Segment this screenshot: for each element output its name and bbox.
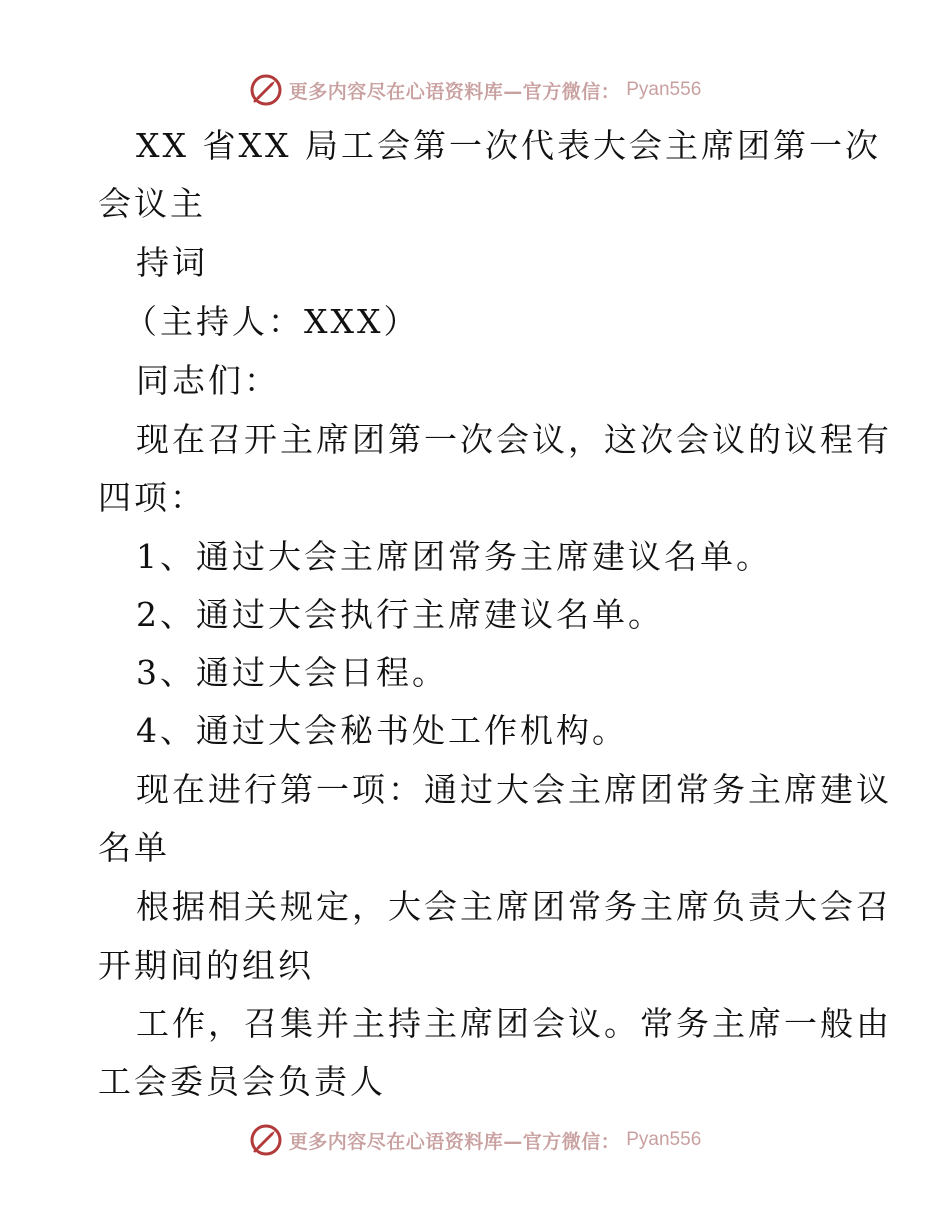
watermark-wechat-id: Pyan556 [626,79,702,100]
basis-line-1: 根据相关规定，大会主席团常务主席负责大会召 [136,887,892,926]
greeting: 同志们： [136,361,280,400]
quill-logo-icon [249,1123,283,1157]
host-line: （主持人：XXX） [124,302,420,341]
footer-watermark [0,1120,950,1160]
agenda-item: 2、通过大会执行主席建议名单。 [136,595,664,634]
agenda-item: 3、通过大会日程。 [136,653,448,692]
quill-logo-icon [249,73,283,107]
intro-line-2: 四项： [98,478,206,517]
work-line-1: 工作，召集并主持主席团会议。常务主席一般由 [136,1004,892,1043]
title-line-2: 会议主 [98,184,206,223]
work-line-2: 工会委员会负责人 [98,1062,386,1101]
item1-line-1: 现在进行第一项：通过大会主席团常务主席建议 [136,770,892,809]
intro-line-1: 现在召开主席团第一次会议，这次会议的议程有 [136,420,892,459]
basis-line-2: 开期间的组织 [98,946,314,985]
title-line-3: 持词 [136,243,208,282]
watermark-wechat-id: Pyan556 [626,1129,702,1150]
header-watermark [0,70,950,110]
watermark-text: 更多内容尽在心语资料库—官方微信： [288,80,621,103]
agenda-item: 1、通过大会主席团常务主席建议名单。 [136,537,772,576]
agenda-item: 4、通过大会秘书处工作机构。 [136,711,628,750]
item1-line-2: 名单 [98,828,170,867]
title-line-1: XX 省XX 局工会第一次代表大会主席团第一次 [136,126,881,165]
watermark-text: 更多内容尽在心语资料库—官方微信： [288,1130,621,1153]
